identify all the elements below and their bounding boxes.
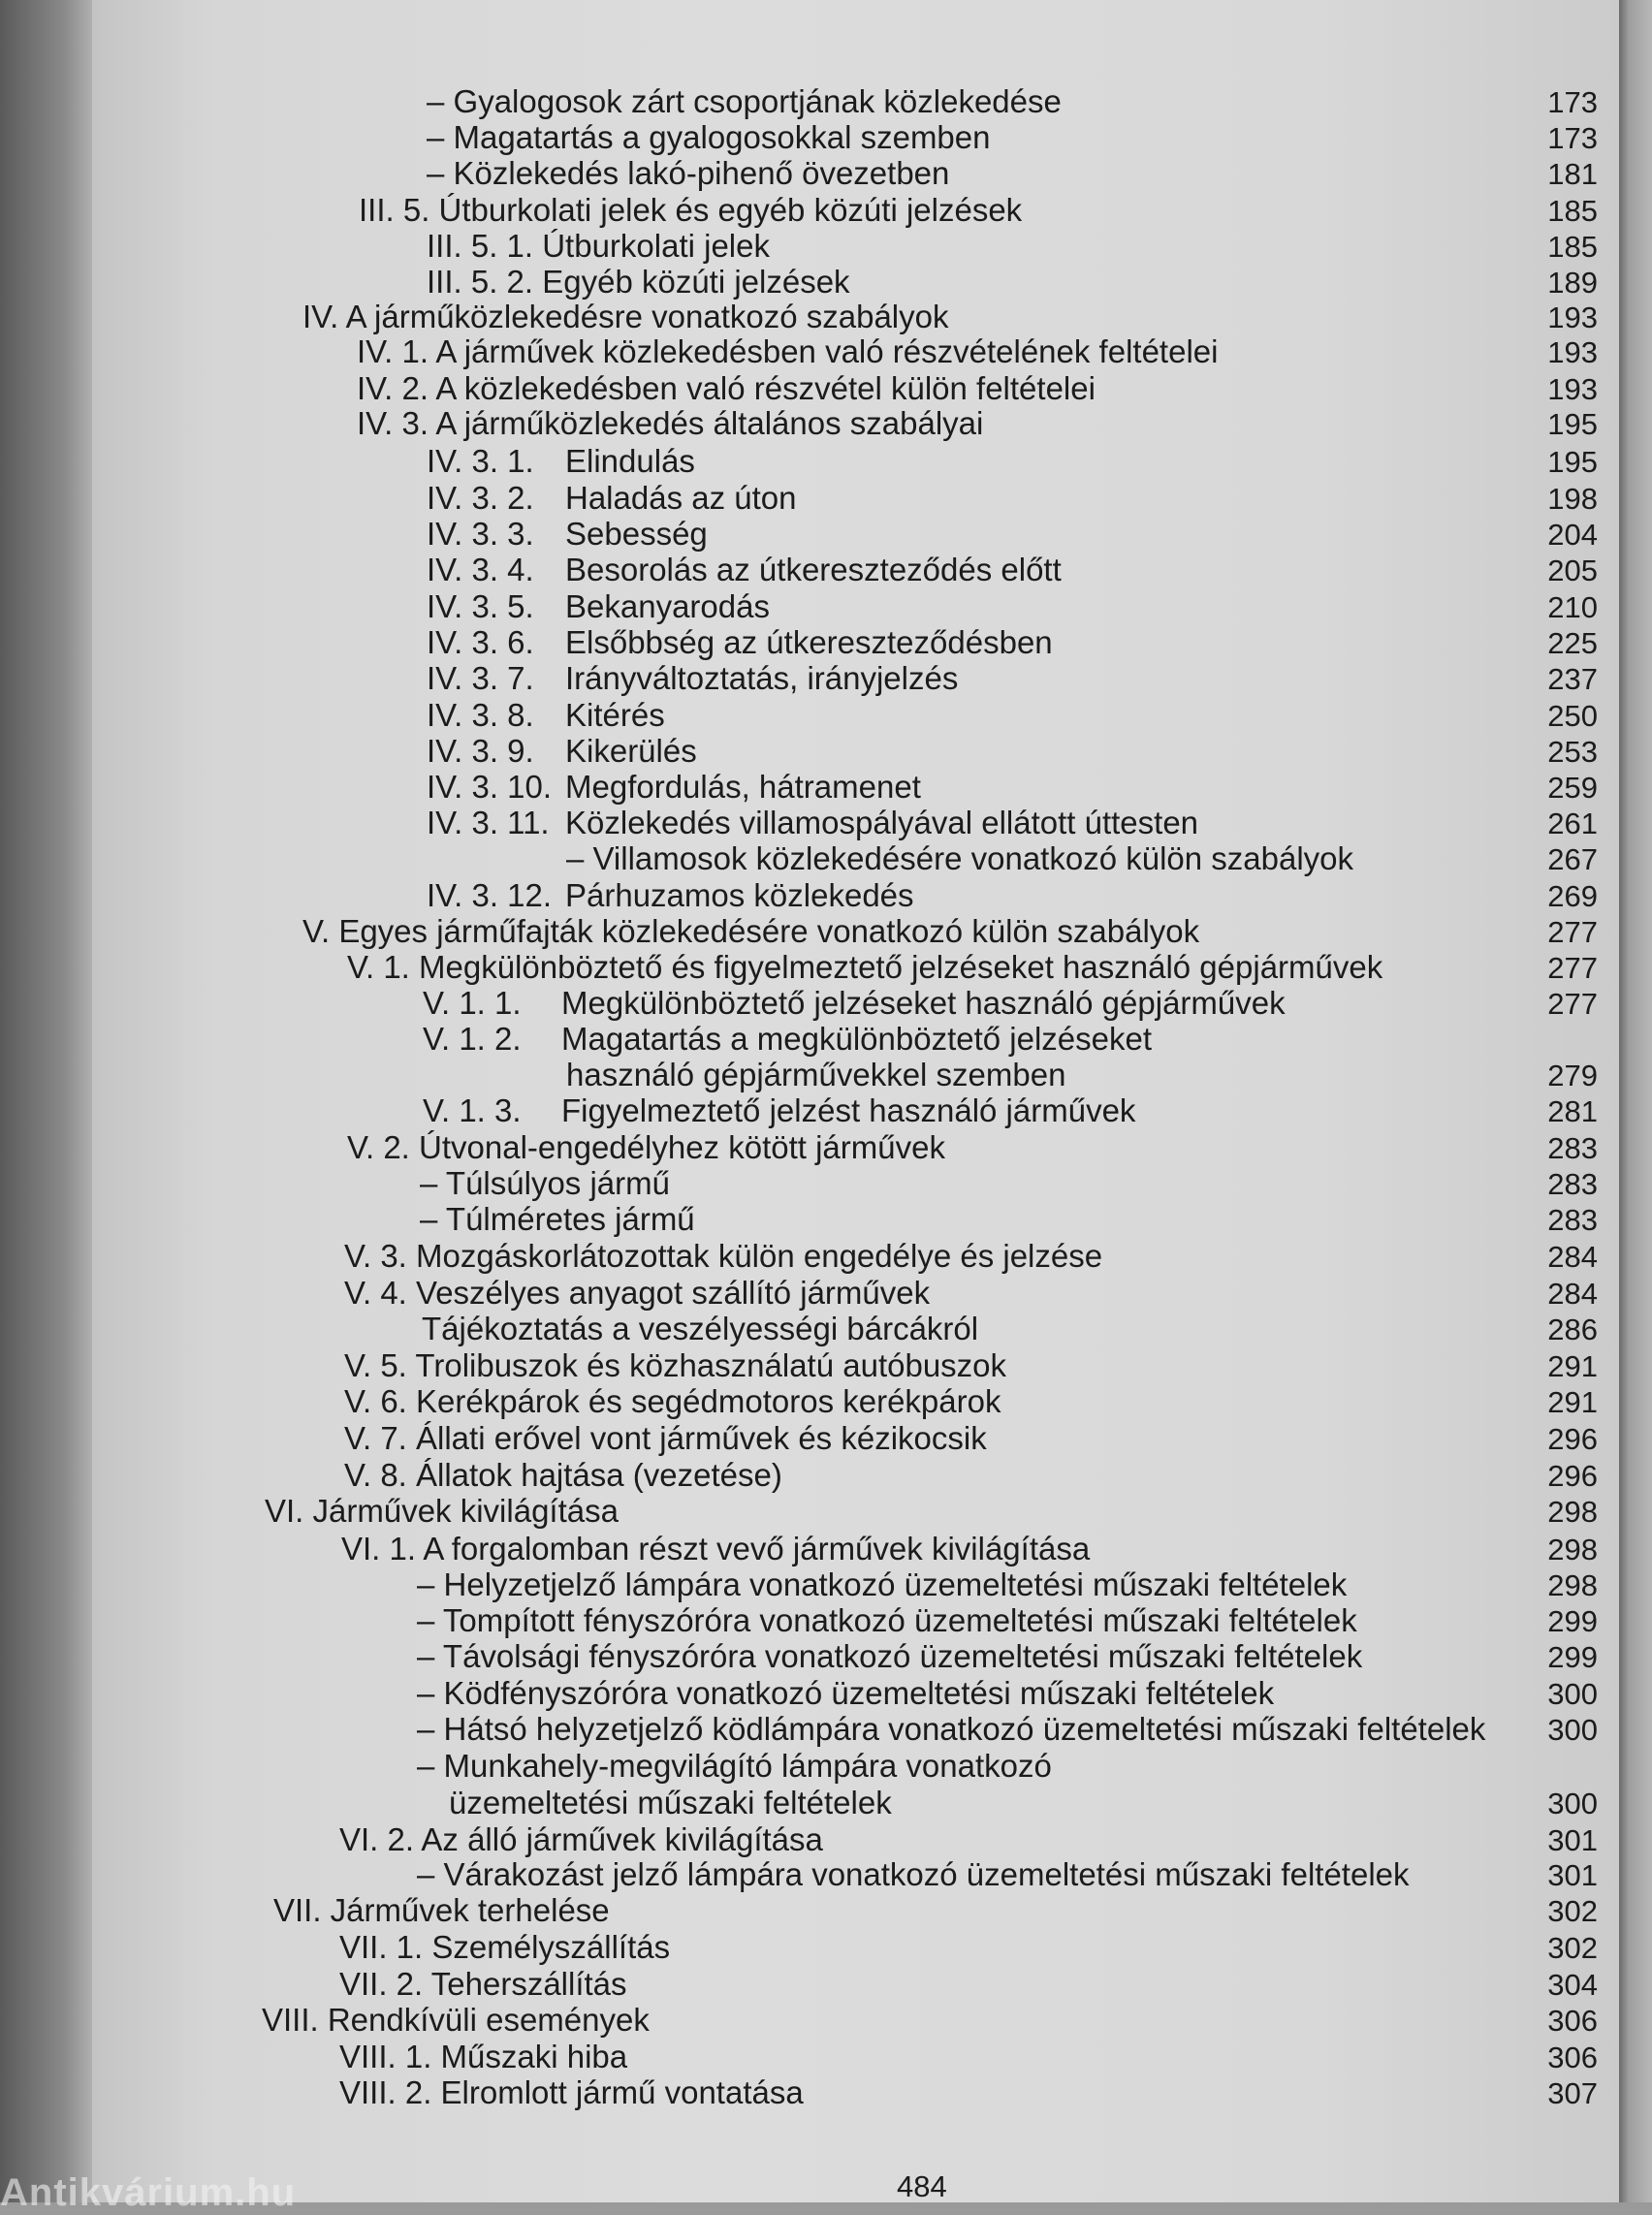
toc-entry-title: Megkülönböztető jelzéseket használó gépjárművek (561, 985, 1286, 1021)
toc-entry (417, 1858, 1410, 1890)
toc-entry-page: 277 (1547, 915, 1598, 949)
toc-entry-title: IV. A járműközlekedésre vonatkozó szabályok (302, 299, 949, 334)
toc-entry (423, 987, 1286, 1019)
toc-entry (427, 230, 770, 262)
toc-entry-page: 210 (1547, 590, 1598, 624)
toc-entry-title: – Túlsúlyos jármű (420, 1165, 670, 1201)
toc-entry-page: 299 (1547, 1640, 1598, 1674)
toc-entry-page: 193 (1547, 372, 1598, 406)
toc-entry (339, 1968, 627, 2000)
toc-entry (427, 157, 949, 189)
toc-entry (427, 879, 914, 911)
toc-entry-page: 283 (1547, 1167, 1598, 1201)
toc-entry-title: – Magatartás a gyalogosokkal szemben (427, 119, 991, 155)
toc-entry-page: 306 (1547, 2041, 1598, 2074)
toc-entry (344, 1385, 1001, 1417)
toc-entry-page: 269 (1547, 879, 1598, 913)
toc-entry-page: 300 (1547, 1677, 1598, 1711)
toc-entry-page: 298 (1547, 1568, 1598, 1602)
toc-entry-page: 302 (1547, 1894, 1598, 1928)
toc-entry-code: V. 1. 1. (423, 985, 522, 1021)
toc-entry-title: V. 5. Trolibuszok és közhasználatú autóbuszok (344, 1347, 1007, 1383)
toc-entry-page: 225 (1547, 626, 1598, 660)
toc-entry (417, 1568, 1347, 1600)
toc-entry (347, 1131, 945, 1163)
toc-entry-page: 284 (1547, 1277, 1598, 1311)
toc-entry-title: Besorolás az útkereszteződés előtt (565, 552, 1062, 587)
toc-entry (449, 1787, 892, 1819)
toc-entry-title: – Villamosok közlekedésére vonatkozó külön szabályok (566, 840, 1354, 876)
toc-entry (427, 771, 921, 803)
toc-entry (302, 915, 1199, 947)
toc-entry-page: 296 (1547, 1459, 1598, 1493)
toc-entry-title: VI. Járművek kivilágítása (265, 1493, 619, 1529)
toc-entry-code: IV. 3. 9. (427, 733, 534, 769)
toc-entry-code: IV. 3. 3. (427, 516, 534, 552)
toc-entry-title: üzemeltetési műszaki feltételek (449, 1785, 892, 1820)
toc-entry-page: 189 (1547, 266, 1598, 300)
toc-entry-code: V. 1. 3. (423, 1092, 522, 1128)
toc-entry-title: V. 3. Mozgáskorlátozottak külön engedélye és jelzése (344, 1238, 1103, 1274)
toc-entry (344, 1349, 1006, 1381)
toc-entry-page: 291 (1547, 1349, 1598, 1383)
toc-entry-page: 283 (1547, 1131, 1598, 1165)
toc-entry-page: 296 (1547, 1422, 1598, 1456)
toc-entry-title: V. Egyes járműfajták közlekedésére vonatkozó külön szabályok (302, 913, 1200, 949)
toc-entry (357, 372, 1096, 404)
toc-entry-code: IV. 3. 6. (427, 624, 534, 660)
toc-entry (427, 699, 665, 731)
toc-entry-title: VIII. 2. Elromlott jármű vontatása (339, 2074, 804, 2110)
toc-entry (417, 1640, 1362, 1672)
toc-entry-title: VII. Járművek terhelése (273, 1892, 610, 1928)
toc-entry-page: 205 (1547, 554, 1598, 587)
toc-entry-title: – Gyalogosok zárt csoportjának közlekedése (427, 83, 1062, 119)
toc-entry-title: V. 8. Állatok hajtása (vezetése) (344, 1457, 782, 1493)
toc-entry (357, 335, 1218, 367)
toc-entry (420, 1167, 670, 1199)
toc-entry-page: 237 (1547, 662, 1598, 696)
toc-entry (427, 482, 797, 514)
toc-entry-page: 298 (1547, 1495, 1598, 1529)
toc-entry-code: IV. 3. 1. (427, 443, 534, 479)
toc-entry-title: Irányváltoztatás, irányjelzés (565, 660, 959, 696)
toc-entry-code: IV. 3. 5. (427, 588, 534, 624)
toc-entry-title: Elsőbbség az útkereszteződésben (565, 624, 1053, 660)
toc-entry (423, 1023, 1152, 1055)
toc-entry-page: 185 (1547, 230, 1598, 264)
toc-entry-title: Elindulás (565, 443, 695, 479)
toc-entry-page: 261 (1547, 807, 1598, 840)
toc-entry-page: 299 (1547, 1604, 1598, 1638)
toc-entry (427, 590, 770, 622)
toc-entry-title: Megfordulás, hátramenet (565, 769, 921, 805)
toc-entry-page: 304 (1547, 1968, 1598, 2002)
toc-entry-page: 300 (1547, 1713, 1598, 1747)
toc-entry-page: 277 (1547, 951, 1598, 985)
toc-entry (566, 1059, 1065, 1091)
toc-entry-title: V. 1. Megkülönböztető és figyelmeztető jelzéseket használó gépjárművek (347, 949, 1383, 985)
toc-entry (427, 518, 708, 550)
toc-entry (427, 445, 695, 477)
toc-entry-title: III. 5. 1. Útburkolati jelek (427, 228, 770, 264)
page-number: 484 (897, 2169, 947, 2203)
toc-entry (427, 807, 1198, 839)
toc-entry-title: III. 5. Útburkolati jelek és egyéb közúti jelzések (359, 192, 1023, 228)
toc-entry-title: – Közlekedés lakó-pihenő övezetben (427, 155, 950, 191)
toc-entry-title: Kitérés (565, 697, 665, 733)
page-edge (1619, 0, 1652, 2202)
toc-entry-title: IV. 1. A járművek közlekedésben való részvételének feltételei (357, 333, 1219, 369)
toc-entry-title: – Tompított fényszóróra vonatkozó üzemeltetési műszaki feltételek (417, 1602, 1357, 1638)
toc-entry-code: IV. 3. 7. (427, 660, 534, 696)
toc-entry-title: Bekanyarodás (565, 588, 770, 624)
toc-entry-page: 204 (1547, 518, 1598, 552)
toc-entry (427, 554, 1062, 585)
toc-entry (417, 1713, 1485, 1745)
toc-entry-page: 267 (1547, 842, 1598, 876)
toc-entry-title: – Hátsó helyzetjelző ködlámpára vonatkozó üzemeltetési műszaki feltételek (417, 1711, 1486, 1747)
toc-entry-page: 193 (1547, 301, 1598, 334)
toc-entry-title: – Várakozást jelző lámpára vonatkozó üzemeltetési műszaki feltételek (417, 1856, 1410, 1892)
toc-entry-title: V. 2. Útvonal-engedélyhez kötött járművek (347, 1129, 945, 1165)
toc-entry (339, 1931, 670, 1963)
toc-entry-code: IV. 3. 11. (427, 805, 550, 840)
toc-entry-title: VI. 2. Az álló járművek kivilágítása (339, 1821, 823, 1857)
toc-entry-page: 306 (1547, 2004, 1598, 2038)
toc-entry (417, 1677, 1274, 1709)
toc-entry (417, 1750, 1052, 1782)
toc-entry (339, 2076, 804, 2108)
toc-entry-page: 185 (1547, 194, 1598, 228)
toc-entry-code: V. 1. 2. (423, 1021, 522, 1057)
toc-entry (427, 266, 850, 298)
toc-entry (417, 1604, 1357, 1636)
toc-entry (427, 85, 1062, 117)
toc-entry-page: 286 (1547, 1313, 1598, 1346)
toc-entry-code: IV. 3. 12. (427, 877, 553, 913)
toc-entry-page: 298 (1547, 1533, 1598, 1566)
toc-entry-page: 173 (1547, 85, 1598, 119)
toc-entry-title: – Távolsági fényszóróra vonatkozó üzemeltetési műszaki feltételek (417, 1638, 1363, 1674)
toc-entry-page: 284 (1547, 1240, 1598, 1274)
toc-entry-title: VI. 1. A forgalomban részt vevő járművek kivilágítása (341, 1531, 1091, 1566)
toc-entry (347, 951, 1382, 983)
toc-entry-title: VIII. Rendkívüli események (262, 2002, 650, 2038)
toc-entry (341, 1533, 1090, 1565)
toc-entry (344, 1240, 1102, 1272)
toc-entry-page: 195 (1547, 407, 1598, 441)
toc-entry (427, 662, 958, 694)
toc-entry-title: VII. 1. Személyszállítás (339, 1929, 671, 1965)
toc-entry-title: – Helyzetjelző lámpára vonatkozó üzemeltetési műszaki feltételek (417, 1566, 1348, 1602)
left-shadow (0, 0, 92, 2202)
toc-entry (423, 1094, 1135, 1126)
toc-entry-title: – Munkahely-megvilágító lámpára vonatkozó (417, 1748, 1052, 1784)
toc-entry-page: 253 (1547, 735, 1598, 769)
toc-entry-page: 195 (1547, 445, 1598, 479)
toc-entry-title: Közlekedés villamospályával ellátott úttesten (565, 805, 1199, 840)
toc-entry-title: Haladás az úton (565, 480, 797, 516)
toc-entry-page: 307 (1547, 2076, 1598, 2110)
toc-entry-code: IV. 3. 2. (427, 480, 534, 516)
toc-entry-page: 301 (1547, 1823, 1598, 1857)
toc-entry (357, 407, 983, 439)
toc-entry-title: V. 4. Veszélyes anyagot szállító járművek (344, 1275, 931, 1311)
toc-entry-title: IV. 2. A közlekedésben való részvétel külön feltételei (357, 370, 1096, 406)
toc-entry (302, 301, 949, 332)
toc-entry-page: 181 (1547, 157, 1598, 191)
toc-entry-title: VII. 2. Teherszállítás (339, 1966, 627, 2002)
toc-entry (566, 842, 1353, 874)
toc-entry-page: 198 (1547, 482, 1598, 516)
toc-entry-title: Sebesség (565, 516, 708, 552)
toc-entry (427, 121, 991, 153)
toc-entry (422, 1313, 978, 1345)
toc-entry-page: 259 (1547, 771, 1598, 805)
toc-entry-title: Magatartás a megkülönböztető jelzéseket (561, 1021, 1153, 1057)
toc-entry-title: – Túlméretes jármű (420, 1201, 695, 1237)
toc-entry-title: V. 7. Állati erővel vont járművek és kézikocsik (344, 1420, 987, 1456)
toc-entry-page: 279 (1547, 1059, 1598, 1092)
toc-entry-code: IV. 3. 4. (427, 552, 534, 587)
toc-entry (265, 1495, 619, 1527)
toc-entry-title: IV. 3. A járműközlekedés általános szabályai (357, 405, 984, 441)
toc-entry-title: Figyelmeztető jelzést használó járművek (561, 1092, 1136, 1128)
toc-entry-page: 173 (1547, 121, 1598, 155)
toc-entry-page: 300 (1547, 1787, 1598, 1820)
toc-entry (420, 1203, 695, 1235)
toc-entry-page: 301 (1547, 1858, 1598, 1892)
toc-entry (359, 194, 1022, 226)
toc-entry-page: 302 (1547, 1931, 1598, 1965)
toc-entry-page: 291 (1547, 1385, 1598, 1419)
watermark: Antikvárium.hu (0, 2171, 297, 2214)
toc-entry-page: 193 (1547, 335, 1598, 369)
toc-entry-title: V. 6. Kerékpárok és segédmotoros kerékpárok (344, 1383, 1001, 1419)
toc-entry-title: Párhuzamos közlekedés (565, 877, 914, 913)
toc-entry-code: IV. 3. 8. (427, 697, 534, 733)
toc-entry-page: 250 (1547, 699, 1598, 733)
toc-entry-title: Tájékoztatás a veszélyességi bárcákról (422, 1311, 979, 1346)
toc-entry (273, 1894, 610, 1926)
toc-entry (339, 1823, 823, 1855)
toc-entry (427, 735, 697, 767)
toc-entry (339, 2041, 627, 2073)
toc-entry (344, 1277, 930, 1309)
toc-entry-title: III. 5. 2. Egyéb közúti jelzések (427, 264, 850, 300)
toc-entry (427, 626, 1053, 658)
toc-entry-code: IV. 3. 10. (427, 769, 553, 805)
toc-entry-title: Kikerülés (565, 733, 697, 769)
toc-entry-page: 283 (1547, 1203, 1598, 1237)
toc-entry (344, 1422, 987, 1454)
toc-entry (262, 2004, 650, 2036)
toc-entry-title: VIII. 1. Műszaki hiba (339, 2039, 628, 2074)
toc-entry (344, 1459, 782, 1491)
toc-entry-title: – Ködfényszóróra vonatkozó üzemeltetési műszaki feltételek (417, 1675, 1275, 1711)
toc-entry-page: 277 (1547, 987, 1598, 1021)
toc-entry-page: 281 (1547, 1094, 1598, 1128)
toc-entry-title: használó gépjárművekkel szemben (566, 1057, 1066, 1092)
